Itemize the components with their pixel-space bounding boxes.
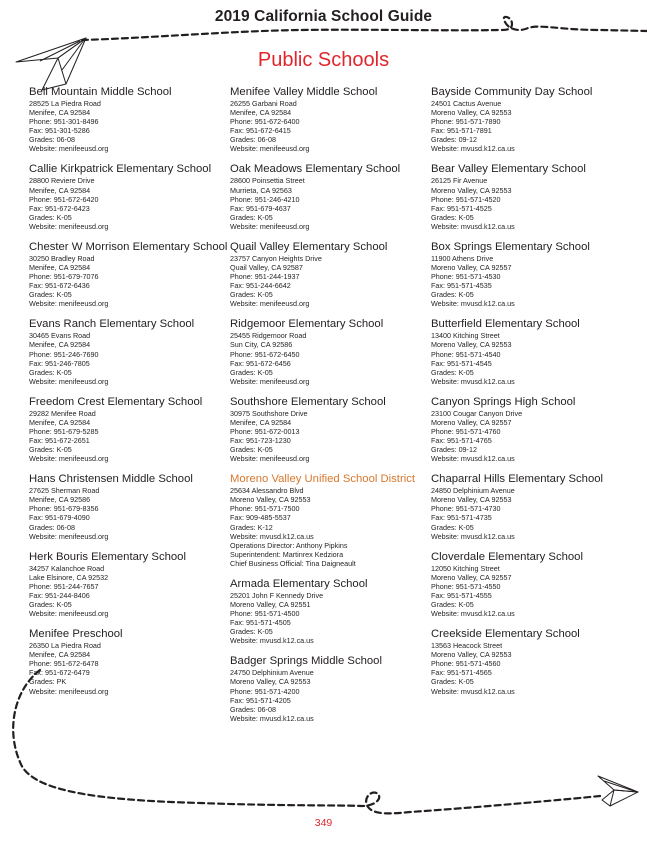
street-address: 24750 Delphinium Avenue bbox=[230, 668, 314, 678]
school-name: Chaparral Hills Elementary School bbox=[431, 473, 604, 486]
school-name: Creekside Elementary School bbox=[431, 628, 580, 641]
school-name: Freedom Crest Elementary School bbox=[29, 395, 203, 408]
phone-line: Phone: 951-672-0013 bbox=[230, 426, 300, 436]
school-entry bbox=[230, 318, 435, 385]
school-entry bbox=[29, 163, 234, 230]
grades-line: Grades: K-05 bbox=[431, 677, 474, 687]
grades-line: Grades: K-12 bbox=[230, 522, 273, 532]
phone-line: Phone: 951-244-7657 bbox=[29, 581, 99, 591]
phone-line: Phone: 951-571-4760 bbox=[431, 426, 501, 436]
website-line: Website: mvusd.k12.ca.us bbox=[431, 221, 515, 231]
phone-line: Phone: 951-679-7076 bbox=[29, 272, 99, 282]
phone-line: Phone: 951-246-7690 bbox=[29, 349, 99, 359]
website-line: Website: mvusd.k12.ca.us bbox=[230, 531, 314, 541]
website-line: Website: mvusd.k12.ca.us bbox=[431, 531, 515, 541]
school-name: Callie Kirkpatrick Elementary School bbox=[29, 163, 212, 176]
school-name: Badger Springs Middle School bbox=[230, 655, 382, 668]
phone-line: Phone: 951-571-4730 bbox=[431, 504, 501, 514]
school-entry bbox=[29, 318, 234, 385]
website-line: Website: mvusd.k12.ca.us bbox=[431, 454, 515, 464]
staff-line: Operations Director: Anthony Pipkins bbox=[230, 540, 348, 550]
website-line: Website: mvusd.k12.ca.us bbox=[230, 636, 314, 646]
fax-line: Fax: 951-672-2651 bbox=[29, 436, 90, 446]
street-address: 23757 Canyon Heights Drive bbox=[230, 253, 322, 263]
city-state-zip: Moreno Valley, CA 92553 bbox=[431, 650, 512, 660]
website-line: Website: menifeeusd.org bbox=[29, 531, 109, 541]
school-name: Oak Meadows Elementary School bbox=[230, 163, 401, 176]
grades-line: Grades: K-05 bbox=[431, 367, 474, 377]
school-name: Hans Christensen Middle School bbox=[29, 473, 193, 486]
phone-line: Phone: 951-571-7500 bbox=[230, 504, 300, 514]
fax-line: Fax: 951-672-6456 bbox=[230, 358, 291, 368]
city-state-zip: Menifee, CA 92584 bbox=[230, 417, 292, 427]
school-entry bbox=[29, 396, 234, 463]
website-line: Website: menifeeusd.org bbox=[29, 221, 109, 231]
school-entry bbox=[230, 396, 435, 463]
city-state-zip: Moreno Valley, CA 92553 bbox=[431, 495, 512, 505]
fax-line: Fax: 951-723-1230 bbox=[230, 436, 291, 446]
website-line: Website: menifeeusd.org bbox=[29, 299, 109, 309]
grades-line: Grades: K-05 bbox=[431, 212, 474, 222]
school-entry bbox=[29, 628, 234, 695]
fax-line: Fax: 951-672-6415 bbox=[230, 126, 291, 136]
website-line: Website: mvusd.k12.ca.us bbox=[431, 144, 515, 154]
street-address: 26350 La Piedra Road bbox=[29, 641, 101, 651]
grades-line: Grades: K-05 bbox=[230, 445, 273, 455]
website-line: Website: menifeeusd.org bbox=[230, 144, 310, 154]
school-entry bbox=[431, 86, 636, 153]
school-name: Herk Bouris Elementary School bbox=[29, 550, 186, 563]
page-number: 349 bbox=[314, 817, 333, 829]
grades-line: Grades: K-05 bbox=[431, 290, 474, 300]
street-address: 28800 Reviere Drive bbox=[29, 176, 95, 186]
website-line: Website: mvusd.k12.ca.us bbox=[230, 713, 314, 723]
website-line: Website: menifeeusd.org bbox=[29, 686, 109, 696]
city-state-zip: Menifee, CA 92586 bbox=[29, 495, 91, 505]
city-state-zip: Moreno Valley, CA 92557 bbox=[431, 417, 512, 427]
fax-line: Fax: 951-571-4765 bbox=[431, 436, 492, 446]
school-name: Ridgemoor Elementary School bbox=[230, 318, 384, 331]
grades-line: Grades: 09-12 bbox=[431, 135, 477, 145]
school-entry bbox=[431, 551, 636, 618]
city-state-zip: Moreno Valley, CA 92557 bbox=[431, 262, 512, 272]
grades-line: Grades: 06-08 bbox=[230, 135, 276, 145]
fax-line: Fax: 951-571-4205 bbox=[230, 695, 291, 705]
city-state-zip: Moreno Valley, CA 92553 bbox=[230, 677, 311, 687]
street-address: 12050 Kitching Street bbox=[431, 563, 500, 573]
city-state-zip: Moreno Valley, CA 92553 bbox=[431, 185, 512, 195]
phone-line: Phone: 951-301-8496 bbox=[29, 117, 99, 127]
phone-line: Phone: 951-571-4530 bbox=[431, 272, 501, 282]
grades-line: Grades: K-05 bbox=[29, 445, 72, 455]
fax-line: Fax: 951-571-7891 bbox=[431, 126, 492, 136]
grades-line: Grades: 06-08 bbox=[29, 135, 75, 145]
school-name: Cloverdale Elementary School bbox=[431, 550, 583, 563]
grades-line: Grades: K-05 bbox=[230, 367, 273, 377]
fax-line: Fax: 951-672-6423 bbox=[29, 203, 90, 213]
phone-line: Phone: 951-679-5285 bbox=[29, 426, 99, 436]
school-entry bbox=[29, 86, 234, 153]
city-state-zip: Lake Elsinore, CA 92532 bbox=[29, 572, 109, 582]
fax-line: Fax: 951-571-4555 bbox=[431, 590, 492, 600]
street-address: 28600 Poinsettia Street bbox=[230, 176, 305, 186]
grades-line: Grades: 09-12 bbox=[431, 445, 477, 455]
grades-line: Grades: 06-08 bbox=[230, 704, 276, 714]
website-line: Website: menifeeusd.org bbox=[230, 454, 310, 464]
phone-line: Phone: 951-571-4540 bbox=[431, 349, 501, 359]
city-state-zip: Moreno Valley, CA 92557 bbox=[431, 572, 512, 582]
school-name: Box Springs Elementary School bbox=[431, 240, 590, 253]
grades-line: Grades: K-05 bbox=[431, 600, 474, 609]
grades-line: Grades: K-05 bbox=[29, 290, 72, 300]
city-state-zip: Menifee, CA 92584 bbox=[29, 650, 91, 660]
fax-line: Fax: 909-485-5537 bbox=[230, 513, 291, 523]
grades-line: Grades: K-05 bbox=[230, 627, 273, 637]
city-state-zip: Sun City, CA 92586 bbox=[230, 340, 293, 350]
grades-line: Grades: K-05 bbox=[230, 290, 273, 300]
street-address: 25455 Ridgemoor Road bbox=[230, 331, 307, 341]
paper-airplane-icon bbox=[598, 776, 638, 806]
school-entry bbox=[230, 163, 435, 230]
grades-line: Grades: K-05 bbox=[29, 600, 72, 609]
phone-line: Phone: 951-672-6400 bbox=[230, 117, 300, 127]
street-address: 30250 Bradley Road bbox=[29, 253, 95, 263]
street-address: 30465 Evans Road bbox=[29, 331, 91, 341]
street-address: 13563 Heacock Street bbox=[431, 641, 503, 651]
school-name: Armada Elementary School bbox=[230, 577, 368, 590]
phone-line: Phone: 951-571-4550 bbox=[431, 581, 501, 591]
phone-line: Phone: 951-679-8356 bbox=[29, 504, 99, 514]
school-entry bbox=[230, 578, 435, 645]
phone-line: Phone: 951-571-4500 bbox=[230, 609, 300, 619]
fax-line: Fax: 951-301-5286 bbox=[29, 126, 90, 136]
listing-column-3 bbox=[431, 86, 636, 706]
school-name: Bear Valley Elementary School bbox=[431, 163, 586, 176]
school-entry bbox=[431, 396, 636, 463]
street-address: 28525 La Piedra Road bbox=[29, 99, 101, 108]
school-entry bbox=[230, 86, 435, 153]
school-name: Southshore Elementary School bbox=[230, 395, 386, 408]
fax-line: Fax: 951-246-7805 bbox=[29, 358, 90, 368]
phone-line: Phone: 951-672-6478 bbox=[29, 659, 99, 669]
school-entry bbox=[230, 655, 435, 722]
grades-line: Grades: K-05 bbox=[230, 212, 273, 222]
fax-line: Fax: 951-571-4505 bbox=[230, 618, 291, 628]
website-line: Website: menifeeusd.org bbox=[230, 376, 310, 386]
street-address: 27625 Sherman Road bbox=[29, 486, 100, 496]
staff-line: Chief Business Official: Tina Daigneault bbox=[230, 558, 356, 568]
street-address: 25201 John F Kennedy Drive bbox=[230, 590, 324, 600]
phone-line: Phone: 951-571-4520 bbox=[431, 194, 501, 204]
school-name: Chester W Morrison Elementary School bbox=[29, 240, 228, 253]
guide-title: 2019 California School Guide bbox=[214, 8, 433, 25]
grades-line: Grades: K-05 bbox=[29, 212, 72, 222]
school-entry bbox=[431, 241, 636, 308]
school-entry bbox=[230, 241, 435, 308]
school-entry bbox=[29, 551, 234, 618]
district-entry bbox=[230, 473, 435, 567]
city-state-zip: Murrieta, CA 92563 bbox=[230, 185, 292, 195]
fax-line: Fax: 951-244-8406 bbox=[29, 590, 90, 600]
district-name: Moreno Valley Unified School District bbox=[230, 473, 416, 486]
school-name: Bayside Community Day School bbox=[431, 86, 593, 98]
school-name: Menifee Preschool bbox=[29, 628, 123, 641]
city-state-zip: Menifee, CA 92584 bbox=[29, 417, 91, 427]
street-address: 30975 Southshore Drive bbox=[230, 408, 308, 418]
school-name: Quail Valley Elementary School bbox=[230, 240, 388, 253]
city-state-zip: Menifee, CA 92584 bbox=[29, 108, 91, 118]
street-address: 29282 Menifee Road bbox=[29, 408, 96, 418]
city-state-zip: Menifee, CA 92584 bbox=[230, 108, 292, 118]
school-entry bbox=[29, 241, 234, 308]
school-entry bbox=[431, 318, 636, 385]
school-entry bbox=[29, 473, 234, 540]
grades-line: Grades: 06-08 bbox=[29, 522, 75, 532]
grades-line: Grades: K-05 bbox=[29, 367, 72, 377]
street-address: 11900 Athens Drive bbox=[431, 253, 494, 263]
city-state-zip: Moreno Valley, CA 92553 bbox=[431, 340, 512, 350]
website-line: Website: mvusd.k12.ca.us bbox=[431, 609, 515, 619]
website-line: Website: menifeeusd.org bbox=[230, 299, 310, 309]
city-state-zip: Moreno Valley, CA 92551 bbox=[230, 600, 311, 609]
website-line: Website: mvusd.k12.ca.us bbox=[431, 299, 515, 309]
city-state-zip: Menifee, CA 92584 bbox=[29, 185, 91, 195]
school-name: Butterfield Elementary School bbox=[431, 318, 580, 331]
fax-line: Fax: 951-672-6479 bbox=[29, 668, 90, 678]
phone-line: Phone: 951-246-4210 bbox=[230, 194, 300, 204]
website-line: Website: menifeeusd.org bbox=[230, 221, 310, 231]
street-address: 25634 Alessandro Blvd bbox=[230, 486, 304, 496]
street-address: 26125 Fir Avenue bbox=[431, 176, 488, 186]
phone-line: Phone: 951-571-4560 bbox=[431, 659, 501, 669]
city-state-zip: Moreno Valley, CA 92553 bbox=[431, 108, 512, 118]
listing-column-1 bbox=[29, 86, 234, 706]
school-entry bbox=[431, 163, 636, 230]
city-state-zip: Menifee, CA 92584 bbox=[29, 340, 91, 350]
street-address: 26255 Garbani Road bbox=[230, 99, 297, 108]
website-line: Website: mvusd.k12.ca.us bbox=[431, 686, 515, 696]
fax-line: Fax: 951-571-4545 bbox=[431, 358, 492, 368]
fax-line: Fax: 951-571-4535 bbox=[431, 281, 492, 291]
website-line: Website: menifeeusd.org bbox=[29, 609, 109, 619]
phone-line: Phone: 951-672-6420 bbox=[29, 194, 99, 204]
city-state-zip: Quail Valley, CA 92587 bbox=[230, 262, 303, 272]
school-entry bbox=[431, 473, 636, 540]
street-address: 24501 Cactus Avenue bbox=[431, 99, 502, 108]
phone-line: Phone: 951-672-6450 bbox=[230, 349, 300, 359]
fax-line: Fax: 951-679-4637 bbox=[230, 203, 291, 213]
grades-line: Grades: K-05 bbox=[431, 522, 474, 532]
street-address: 24850 Delphinium Avenue bbox=[431, 486, 515, 496]
city-state-zip: Moreno Valley, CA 92553 bbox=[230, 495, 311, 505]
street-address: 13400 Kitching Street bbox=[431, 331, 500, 341]
fax-line: Fax: 951-679-4090 bbox=[29, 513, 90, 523]
website-line: Website: menifeeusd.org bbox=[29, 144, 109, 154]
website-line: Website: mvusd.k12.ca.us bbox=[431, 376, 515, 386]
fax-line: Fax: 951-571-4735 bbox=[431, 513, 492, 523]
phone-line: Phone: 951-571-7890 bbox=[431, 117, 501, 127]
fax-line: Fax: 951-244-6642 bbox=[230, 281, 291, 291]
section-title: Public Schools bbox=[257, 49, 390, 71]
school-name: Evans Ranch Elementary School bbox=[29, 318, 195, 331]
street-address: 23100 Cougar Canyon Drive bbox=[431, 408, 523, 418]
fax-line: Fax: 951-672-6436 bbox=[29, 281, 90, 291]
staff-line: Superintendent: Martinrex Kedziora bbox=[230, 549, 344, 559]
school-name: Canyon Springs High School bbox=[431, 395, 576, 408]
city-state-zip: Menifee, CA 92584 bbox=[29, 262, 91, 272]
listing-column-2 bbox=[230, 86, 435, 733]
fax-line: Fax: 951-571-4565 bbox=[431, 668, 492, 678]
website-line: Website: menifeeusd.org bbox=[29, 454, 109, 464]
fax-line: Fax: 951-571-4525 bbox=[431, 203, 492, 213]
school-name: Menifee Valley Middle School bbox=[230, 86, 378, 98]
school-name: Bell Mountain Middle School bbox=[29, 86, 172, 98]
street-address: 34257 Kalanchoe Road bbox=[29, 563, 105, 573]
website-line: Website: menifeeusd.org bbox=[29, 376, 109, 386]
grades-line: Grades: PK bbox=[29, 677, 67, 687]
phone-line: Phone: 951-571-4200 bbox=[230, 686, 300, 696]
phone-line: Phone: 951-244-1937 bbox=[230, 272, 300, 282]
school-entry bbox=[431, 628, 636, 695]
